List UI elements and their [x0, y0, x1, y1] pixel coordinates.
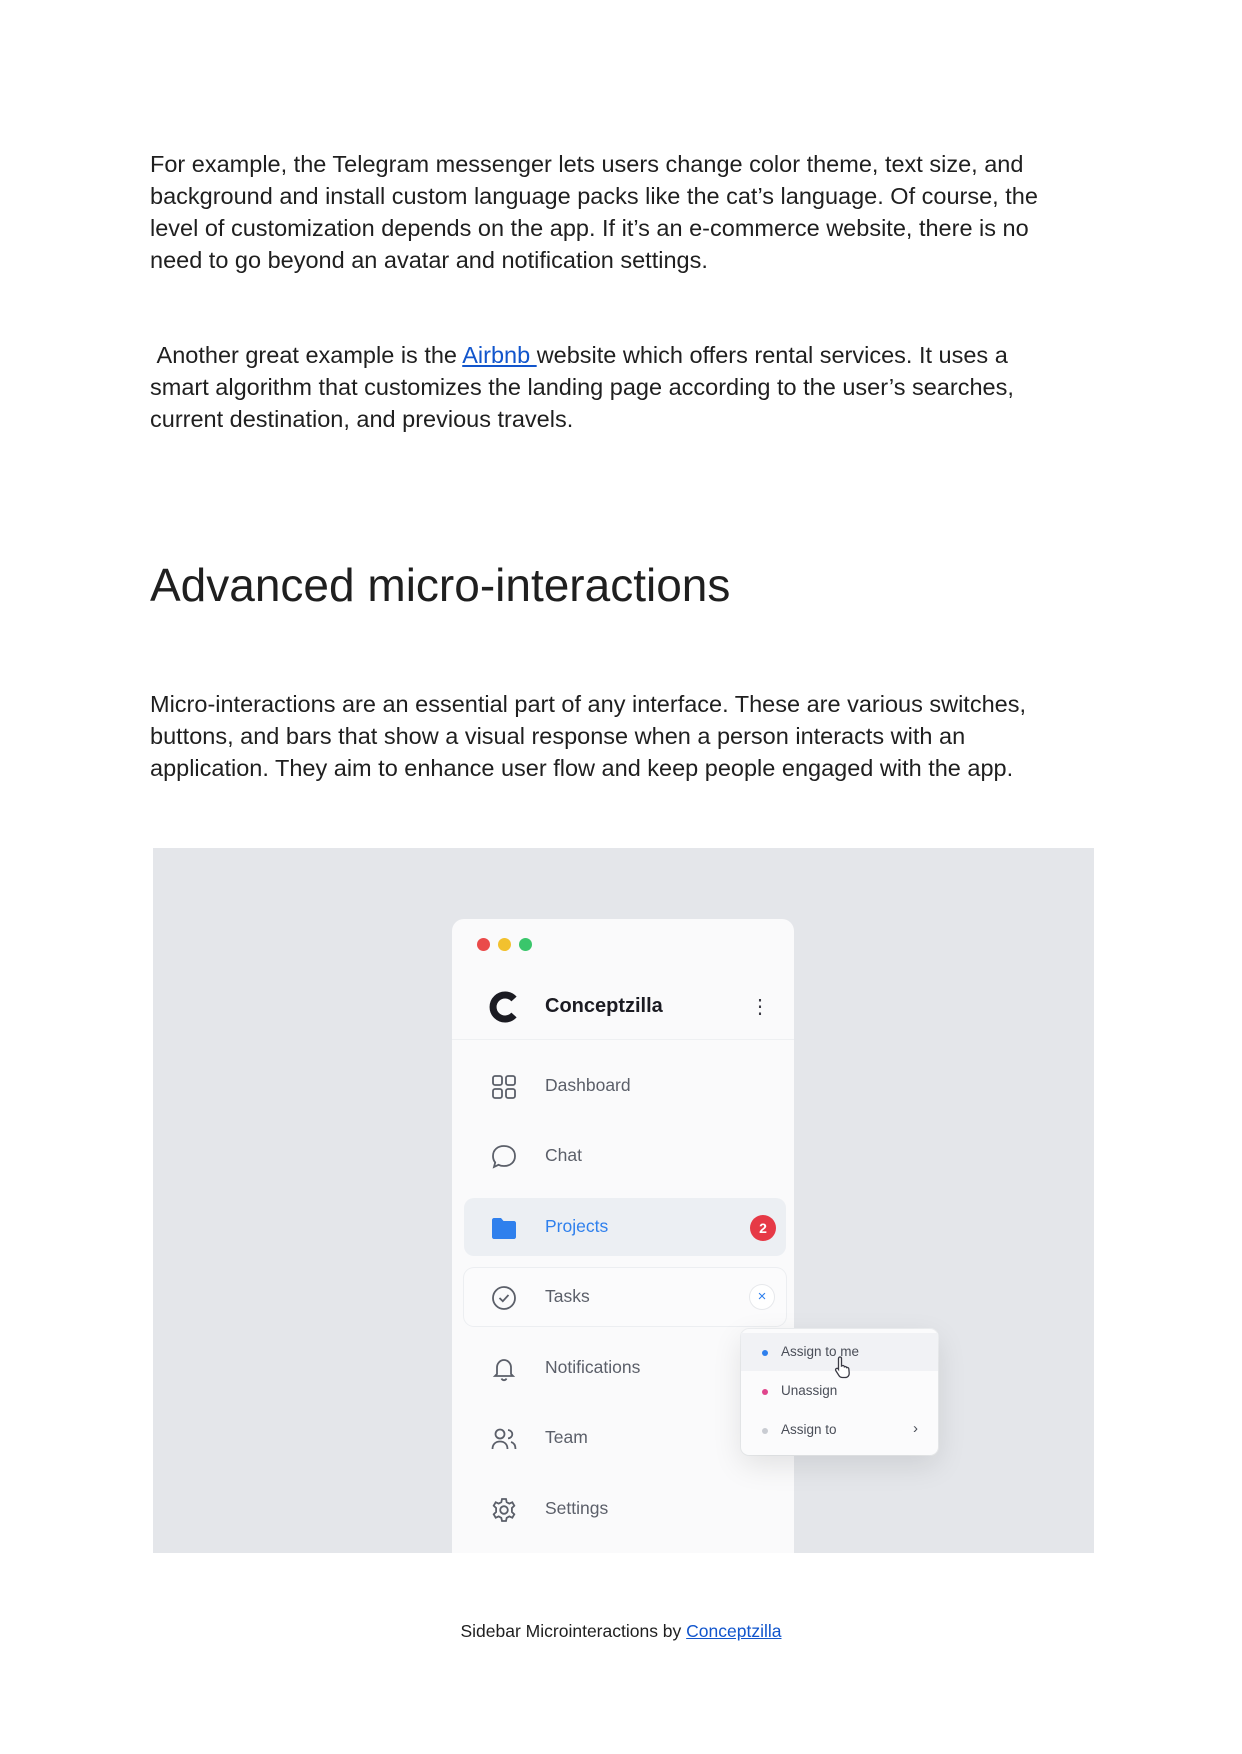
menu-item-label: Unassign	[781, 1383, 838, 1398]
brand-name: Conceptzilla	[545, 995, 663, 1017]
paragraph-airbnb-text-end: website which offers rental services. It uses a smart algorithm that customizes the landing page according to the user’s searches, current destination, and previous travels.	[150, 342, 1014, 432]
menu-item-dot	[762, 1428, 768, 1434]
menu-item-assign-to[interactable]	[741, 1411, 938, 1449]
close-icon[interactable]: ×	[750, 1285, 774, 1309]
paragraph-micro-interactions: Micro-interactions are an essential part of any interface. These are various switches, buttons, and bars that show a visual response when a person interacts with an application. They aim to enhance user flow and keep people engaged with the app.	[150, 691, 1027, 781]
conceptzilla-logo-icon	[488, 991, 520, 1023]
check-circle-icon	[490, 1284, 518, 1312]
sidebar-item-chat[interactable]	[464, 1127, 786, 1185]
bell-icon	[490, 1355, 518, 1383]
sidebar-item-dashboard[interactable]	[464, 1057, 786, 1115]
brand-header	[452, 975, 794, 1040]
sidebar-item-projects[interactable]	[464, 1198, 786, 1256]
sidebar-item-label: Notifications	[545, 1357, 641, 1377]
chevron-right-icon: ›	[913, 1420, 918, 1437]
folder-icon	[490, 1214, 518, 1242]
section-heading: Advanced micro-interactions	[150, 559, 731, 611]
gear-icon	[490, 1496, 518, 1524]
grid-icon	[490, 1073, 518, 1101]
airbnb-link[interactable]: Airbnb	[462, 342, 537, 368]
hand-cursor-icon	[833, 1355, 855, 1379]
sidebar-item-notifications[interactable]	[464, 1339, 786, 1397]
figure-caption	[0, 1621, 1242, 1642]
window-controls	[477, 938, 532, 951]
paragraph-airbnb-text-start: Another great example is the	[156, 342, 463, 368]
notification-count-badge: 2	[750, 1215, 776, 1241]
menu-item-label: Assign to me	[781, 1344, 860, 1359]
menu-item-dot	[762, 1389, 768, 1395]
maximize-window-dot[interactable]	[519, 938, 532, 951]
sidebar-item-label: Projects	[545, 1216, 609, 1236]
conceptzilla-link[interactable]: Conceptzilla	[686, 1621, 782, 1641]
menu-item-label: Assign to	[781, 1422, 837, 1437]
sidebar-panel	[452, 919, 794, 1553]
menu-item-dot	[762, 1350, 768, 1356]
sidebar-item-settings[interactable]	[464, 1480, 786, 1538]
minimize-window-dot[interactable]	[498, 938, 511, 951]
close-window-dot[interactable]	[477, 938, 490, 951]
paragraph-airbnb	[150, 339, 1070, 435]
chat-bubble-icon	[490, 1143, 518, 1171]
sidebar-item-label: Chat	[545, 1145, 582, 1165]
assign-context-menu	[741, 1329, 938, 1455]
more-options-icon[interactable]: ⋮	[750, 996, 770, 1018]
sidebar-item-tasks[interactable]	[464, 1268, 786, 1326]
sidebar-item-label: Team	[545, 1427, 588, 1447]
sidebar-item-label: Settings	[545, 1498, 609, 1518]
team-icon	[490, 1425, 518, 1453]
caption-text: Sidebar Microinteractions by	[460, 1621, 687, 1641]
sidebar-illustration	[153, 848, 1094, 1553]
sidebar-item-label: Dashboard	[545, 1075, 631, 1095]
paragraph-telegram: For example, the Telegram messenger lets users change color theme, text size, and background and install custom language packs like the cat’s language. Of course, the level of customization depends on the app. If it’s an e-commerce website, there is no need to go beyond an avatar and notification settings.	[150, 151, 1038, 273]
sidebar-item-team[interactable]	[464, 1409, 786, 1467]
sidebar-item-label: Tasks	[545, 1286, 590, 1306]
